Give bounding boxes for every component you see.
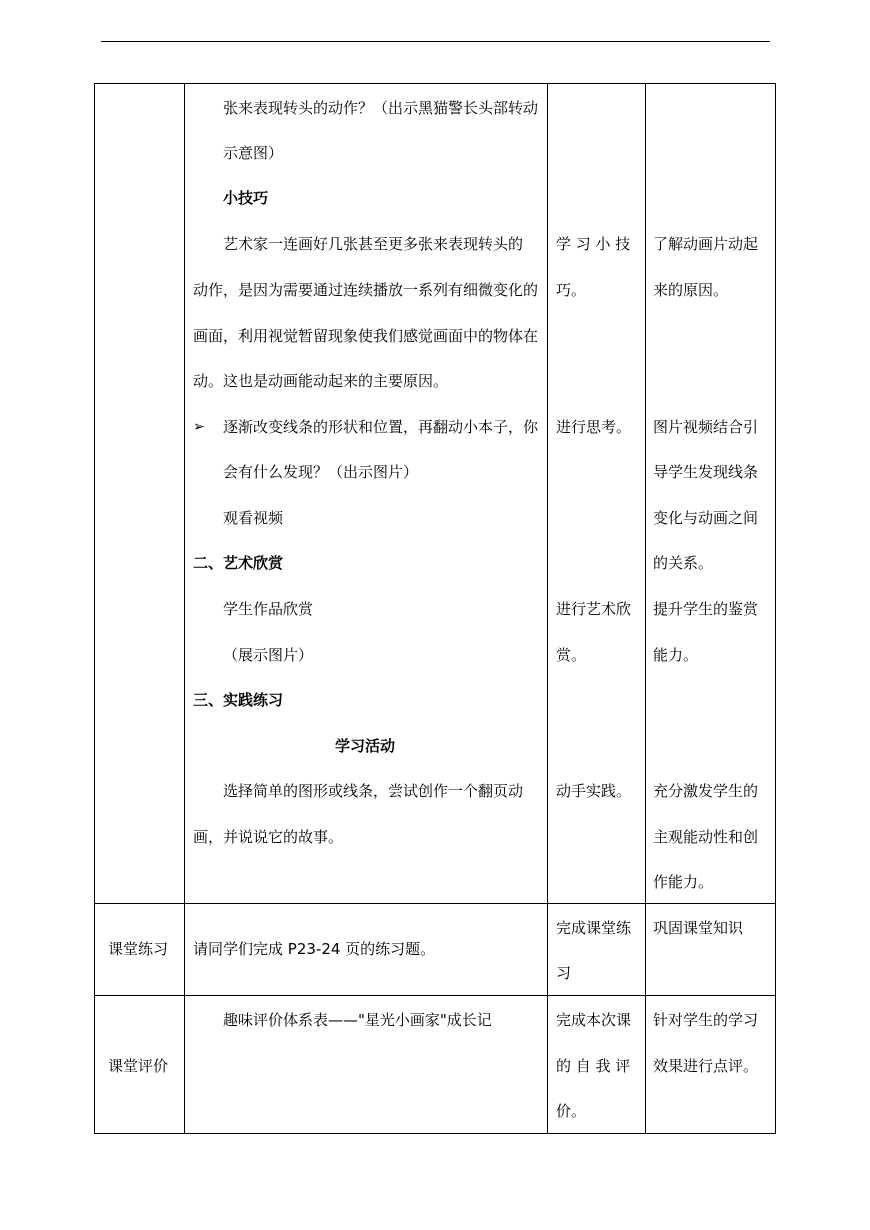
evaluation-student-line: 完成本次课 bbox=[556, 1011, 632, 1029]
purpose-line: 的关系。 bbox=[653, 554, 714, 572]
bullet-arrow-icon: ➢ bbox=[193, 419, 205, 435]
content-line: 逐渐改变线条的形状和位置，再翻动小本子，你 bbox=[223, 418, 539, 436]
evaluation-student-line: 的 自 我 评 bbox=[556, 1057, 631, 1075]
purpose-line: 提升学生的鉴赏 bbox=[653, 600, 759, 618]
row-divider-2 bbox=[94, 995, 776, 996]
table-border-bottom bbox=[94, 1133, 776, 1134]
section-heading: 小技巧 bbox=[223, 189, 269, 207]
purpose-line: 充分激发学生的 bbox=[653, 782, 759, 800]
header-rule bbox=[101, 41, 770, 42]
row-label-evaluation: 课堂评价 bbox=[108, 1057, 169, 1075]
content-line: 示意图） bbox=[223, 144, 284, 162]
purpose-line: 图片视频结合引 bbox=[653, 418, 759, 436]
content-line: 张来表现转头的动作？（出示黑猫警长头部转动 bbox=[223, 99, 539, 117]
content-line: 选择简单的图形或线条，尝试创作一个翻页动 bbox=[223, 782, 524, 800]
content-line: 动。这也是动画能动起来的主要原因。 bbox=[193, 372, 449, 390]
content-line: 观看视频 bbox=[223, 509, 284, 527]
content-line: 艺术家一连画好几张甚至更多张来表现转头的 bbox=[223, 235, 524, 253]
column-divider-2 bbox=[547, 83, 548, 1134]
student-activity-line: 动手实践。 bbox=[556, 782, 632, 800]
content-line: 学生作品欣赏 bbox=[223, 600, 314, 618]
practice-student-line: 习 bbox=[556, 964, 572, 982]
content-line: 画面，利用视觉暂留现象使我们感觉画面中的物体在 bbox=[193, 327, 539, 345]
purpose-line: 变化与动画之间 bbox=[653, 509, 759, 527]
purpose-line: 了解动画片动起 bbox=[653, 235, 759, 253]
content-line: （展示图片） bbox=[223, 646, 314, 664]
section-heading: 二、艺术欣赏 bbox=[193, 554, 284, 572]
purpose-line: 导学生发现线条 bbox=[653, 463, 759, 481]
purpose-line: 主观能动性和创 bbox=[653, 828, 759, 846]
practice-student-line: 完成课堂练 bbox=[556, 919, 632, 937]
student-activity-line: 赏。 bbox=[556, 646, 587, 664]
content-line: 画，并说说它的故事。 bbox=[193, 828, 344, 846]
table-border-left bbox=[94, 83, 95, 1134]
row-divider-1 bbox=[94, 903, 776, 904]
section-heading: 三、实践练习 bbox=[193, 691, 284, 709]
student-activity-line: 进行艺术欣 bbox=[556, 600, 632, 618]
student-activity-line: 学 习 小 技 bbox=[556, 235, 631, 253]
practice-purpose: 巩固课堂知识 bbox=[653, 919, 744, 937]
student-activity-line: 进行思考。 bbox=[556, 418, 632, 436]
purpose-line: 作能力。 bbox=[653, 873, 714, 891]
table-border-top bbox=[94, 83, 776, 84]
table-border-right bbox=[775, 83, 776, 1134]
content-line: 会有什么发现？（出示图片） bbox=[223, 463, 419, 481]
column-divider-1 bbox=[184, 83, 185, 1134]
purpose-line: 来的原因。 bbox=[653, 281, 729, 299]
activity-heading: 学习活动 bbox=[335, 737, 396, 755]
evaluation-content: 趣味评价体系表——"星光小画家"成长记 bbox=[223, 1011, 492, 1029]
row-label-practice: 课堂练习 bbox=[108, 940, 169, 958]
lesson-plan-table bbox=[94, 83, 776, 1134]
student-activity-line: 巧。 bbox=[556, 281, 587, 299]
evaluation-student-line: 价。 bbox=[556, 1102, 587, 1120]
practice-content: 请同学们完成 P23-24 页的练习题。 bbox=[193, 940, 436, 958]
column-divider-3 bbox=[645, 83, 646, 1134]
purpose-line: 能力。 bbox=[653, 646, 699, 664]
content-line: 动作，是因为需要通过连续播放一系列有细微变化的 bbox=[193, 281, 539, 299]
evaluation-purpose-line: 针对学生的学习 bbox=[653, 1011, 759, 1029]
evaluation-purpose-line: 效果进行点评。 bbox=[653, 1057, 759, 1075]
